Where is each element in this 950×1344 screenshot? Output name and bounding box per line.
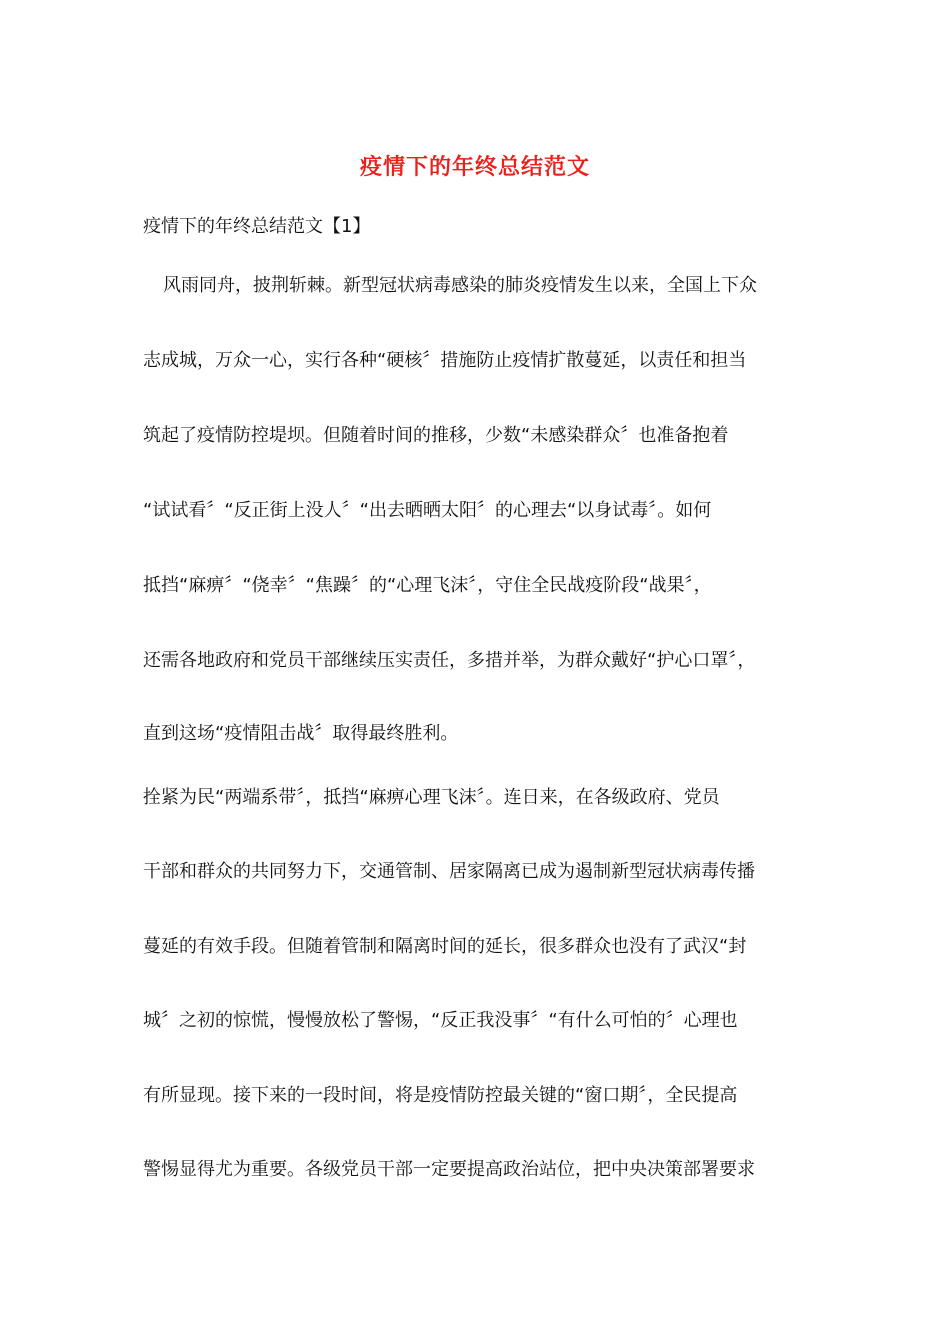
paragraph-line: 警惕显得尤为重要。各级党员干部一定要提高政治站位，把中央决策部署要求 [143,1159,755,1180]
paragraph-line: 筑起了疫情防控堤坝。但随着时间的推移，少数“未感染群众〞也准备抱着 [143,425,729,446]
paragraph-line: 抵挡“麻痹〞“侥幸〞“焦躁〞的“心理飞沫〞，守住全民战疫阶段“战果〞， [143,575,712,596]
paragraph-line: 蔓延的有效手段。但随着管制和隔离时间的延长，很多群众也没有了武汉“封 [143,936,747,957]
section-heading: 疫情下的年终总结范文【1】 [143,216,371,237]
document-title: 疫情下的年终总结范文 [359,155,590,180]
paragraph-line: 拴紧为民“两端系带〞，抵挡“麻痹心理飞沫〞。连日来，在各级政府、党员 [143,787,720,808]
paragraph-line: 干部和群众的共同努力下，交通管制、居家隔离已成为遏制新型冠状病毒传播 [143,861,755,882]
paragraph-line: 有所显现。接下来的一段时间，将是疫情防控最关键的“窗口期〞，全民提高 [143,1085,738,1106]
paragraph-line: 志成城，万众一心，实行各种“硬核〞措施防止疫情扩散蔓延，以责任和担当 [143,350,747,371]
paragraph-line: 直到这场“疫情阻击战〞取得最终胜利。 [143,723,459,744]
paragraph-line: 城〞之初的惊慌，慢慢放松了警惕，“反正我没事〞“有什么可怕的〞心理也 [143,1010,738,1031]
paragraph-line: “试试看〞“反正街上没人〞“出去晒晒太阳〞的心理去“以身试毒〞。如何 [143,500,712,521]
paragraph-line: 还需各地政府和党员干部继续压实责任，多措并举，为群众戴好“护心口罩〞， [143,650,756,671]
paragraph-line: 风雨同舟，披荆斩棘。新型冠状病毒感染的肺炎疫情发生以来，全国上下众 [163,275,757,296]
